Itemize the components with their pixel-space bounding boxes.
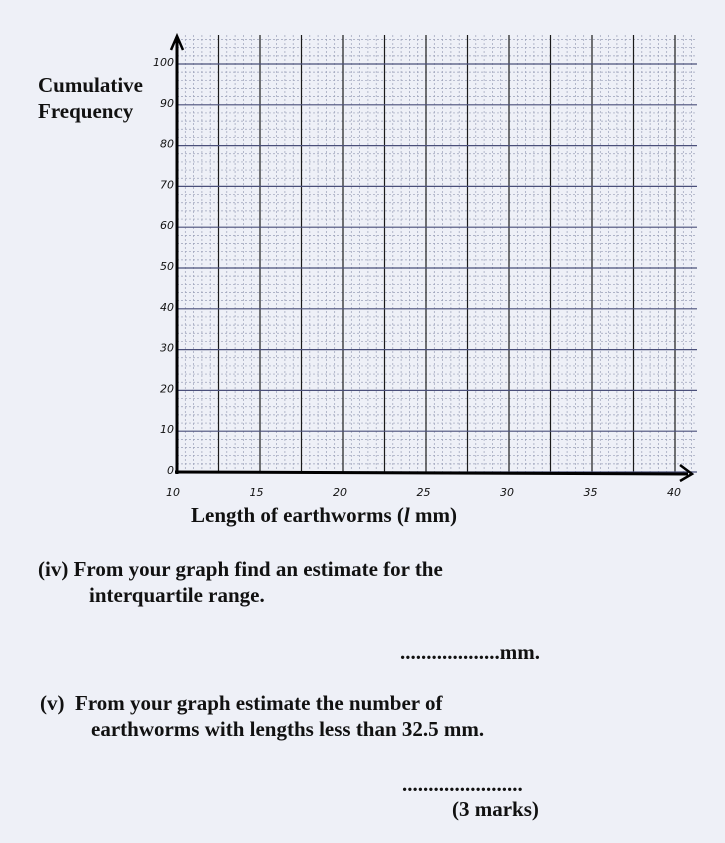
x-tick-label: 15 (249, 486, 264, 499)
question-iv-line1: From your graph find an estimate for the (73, 557, 443, 581)
x-tick-label: 30 (500, 486, 514, 499)
y-axis-label-line1: Cumulative (38, 73, 143, 97)
question-iv-line2: interquartile range. (89, 583, 265, 607)
answer-blank-iv[interactable]: ...................mm. (400, 640, 540, 664)
x-axis-label-variable: l (403, 503, 410, 527)
y-axis-label-line2: Frequency (38, 99, 134, 123)
y-tick-label: 20 (160, 382, 174, 396)
question-iv (38, 556, 443, 608)
x-axis-label-unit: mm) (409, 503, 457, 527)
x-tick-label: 35 (583, 486, 598, 499)
x-tick-label: 10 (166, 486, 180, 499)
x-tick-label: 40 (667, 486, 681, 499)
question-v (40, 690, 484, 742)
y-tick-label: 30 (160, 341, 174, 355)
minor-grid (177, 35, 697, 472)
y-tick-label: 70 (160, 178, 174, 192)
y-tick-label: 100 (153, 56, 174, 69)
x-tick-label: 25 (416, 486, 431, 499)
y-tick-label: 40 (160, 300, 174, 314)
question-v-line1: From your graph estimate the number of (75, 691, 443, 715)
y-tick-label: 10 (160, 423, 174, 437)
y-tick-label: 90 (160, 96, 174, 110)
question-v-line2: earthworms with lengths less than 32.5 mm. (91, 717, 485, 741)
x-axis-label (191, 503, 457, 528)
marks-label: (3 marks) (452, 797, 539, 821)
y-tick-label: 80 (160, 137, 174, 151)
x-axis-label-text: Length of earthworms ( (191, 503, 404, 527)
question-iv-number: (iv) (38, 557, 69, 581)
x-axis-line (175, 472, 688, 474)
answer-blank-v[interactable]: ....................... (402, 772, 523, 796)
y-tick-label: 0 (167, 464, 174, 477)
axes (171, 36, 692, 481)
y-tick-label: 60 (160, 219, 174, 233)
x-tick-label: 20 (333, 486, 347, 499)
y-tick-label: 50 (160, 260, 174, 273)
question-v-number: (v) (40, 691, 65, 715)
x-tick-labels (166, 486, 681, 499)
y-tick-labels (153, 56, 174, 477)
